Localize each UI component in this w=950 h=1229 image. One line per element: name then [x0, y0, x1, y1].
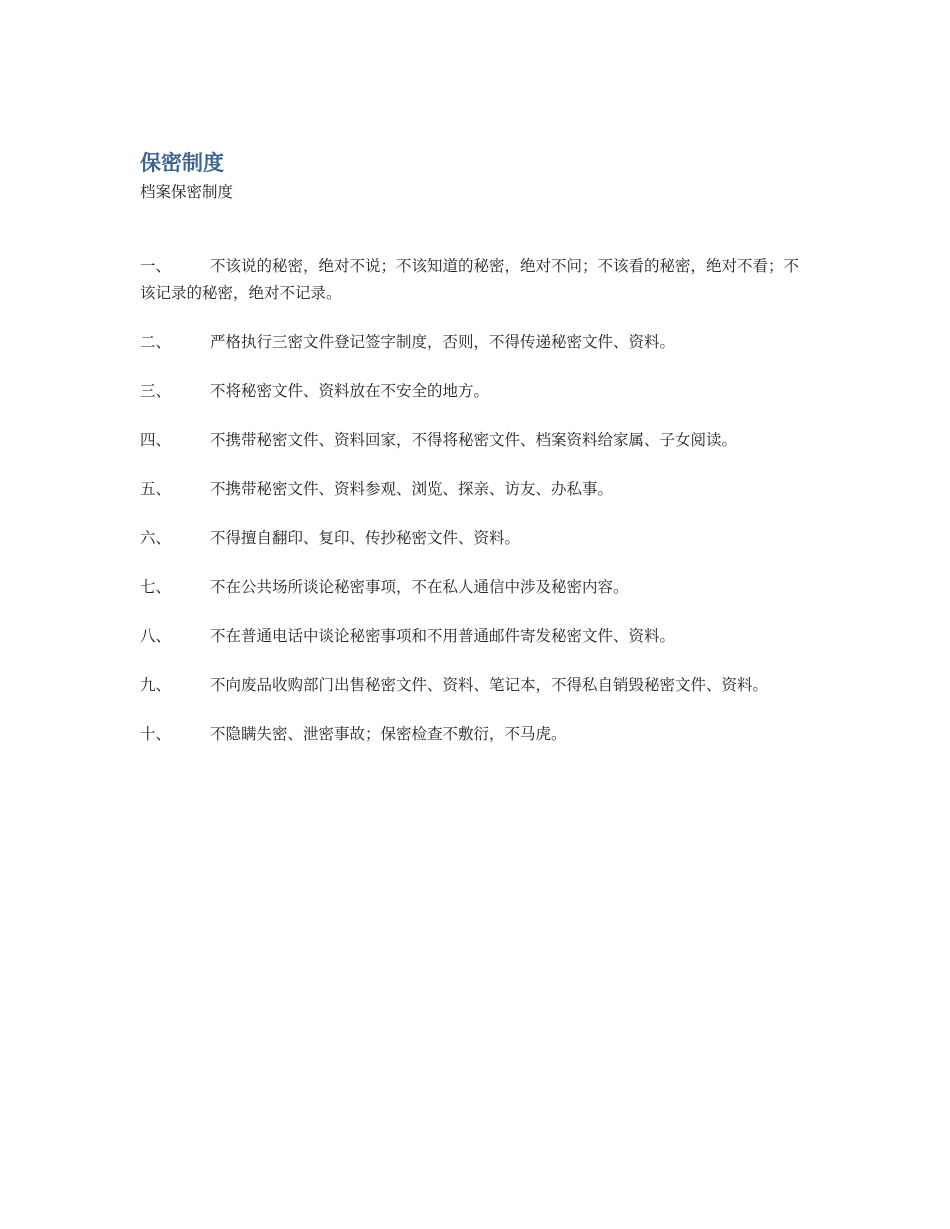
rules-list — [140, 253, 812, 748]
item-text: 不在普通电话中谈论秘密事项和不用普通邮件寄发秘密文件、资料。 — [210, 627, 676, 645]
item-number: 五、 — [140, 480, 172, 498]
list-item — [140, 427, 812, 454]
item-text: 不携带秘密文件、资料参观、浏览、探亲、访友、办私事。 — [210, 480, 614, 498]
list-item — [140, 378, 812, 405]
item-text: 不隐瞒失密、泄密事故；保密检查不敷衍，不马虎。 — [210, 725, 567, 743]
item-text: 不在公共场所谈论秘密事项，不在私人通信中涉及秘密内容。 — [210, 578, 629, 596]
item-text: 不携带秘密文件、资料回家，不得将秘密文件、档案资料给家属、子女阅读。 — [210, 431, 738, 449]
list-item — [140, 476, 812, 503]
document-page — [140, 148, 812, 770]
item-number: 二、 — [140, 333, 172, 351]
item-number: 七、 — [140, 578, 172, 596]
list-item — [140, 623, 812, 650]
list-item — [140, 329, 812, 356]
document-title: 保密制度 — [140, 151, 224, 175]
item-number: 八、 — [140, 627, 172, 645]
list-item — [140, 253, 812, 307]
list-item — [140, 672, 812, 699]
item-number: 六、 — [140, 529, 172, 547]
list-item — [140, 525, 812, 552]
list-item — [140, 721, 812, 748]
item-text: 严格执行三密文件登记签字制度，否则，不得传递秘密文件、资料。 — [210, 333, 676, 351]
item-number: 四、 — [140, 431, 172, 449]
item-number: 九、 — [140, 676, 172, 694]
item-text: 不该说的秘密，绝对不说；不该知道的秘密，绝对不问；不该看的秘密，绝对不看；不该记录的秘密，绝对不记录。 — [140, 257, 800, 302]
item-number: 三、 — [140, 382, 172, 400]
item-number: 十、 — [140, 725, 172, 743]
list-item — [140, 574, 812, 601]
item-number: 一、 — [140, 257, 172, 275]
item-text: 不向废品收购部门出售秘密文件、资料、笔记本，不得私自销毁秘密文件、资料。 — [210, 676, 769, 694]
item-text: 不将秘密文件、资料放在不安全的地方。 — [210, 382, 490, 400]
document-subtitle: 档案保密制度 — [140, 183, 234, 201]
item-text: 不得擅自翻印、复印、传抄秘密文件、资料。 — [210, 529, 521, 547]
